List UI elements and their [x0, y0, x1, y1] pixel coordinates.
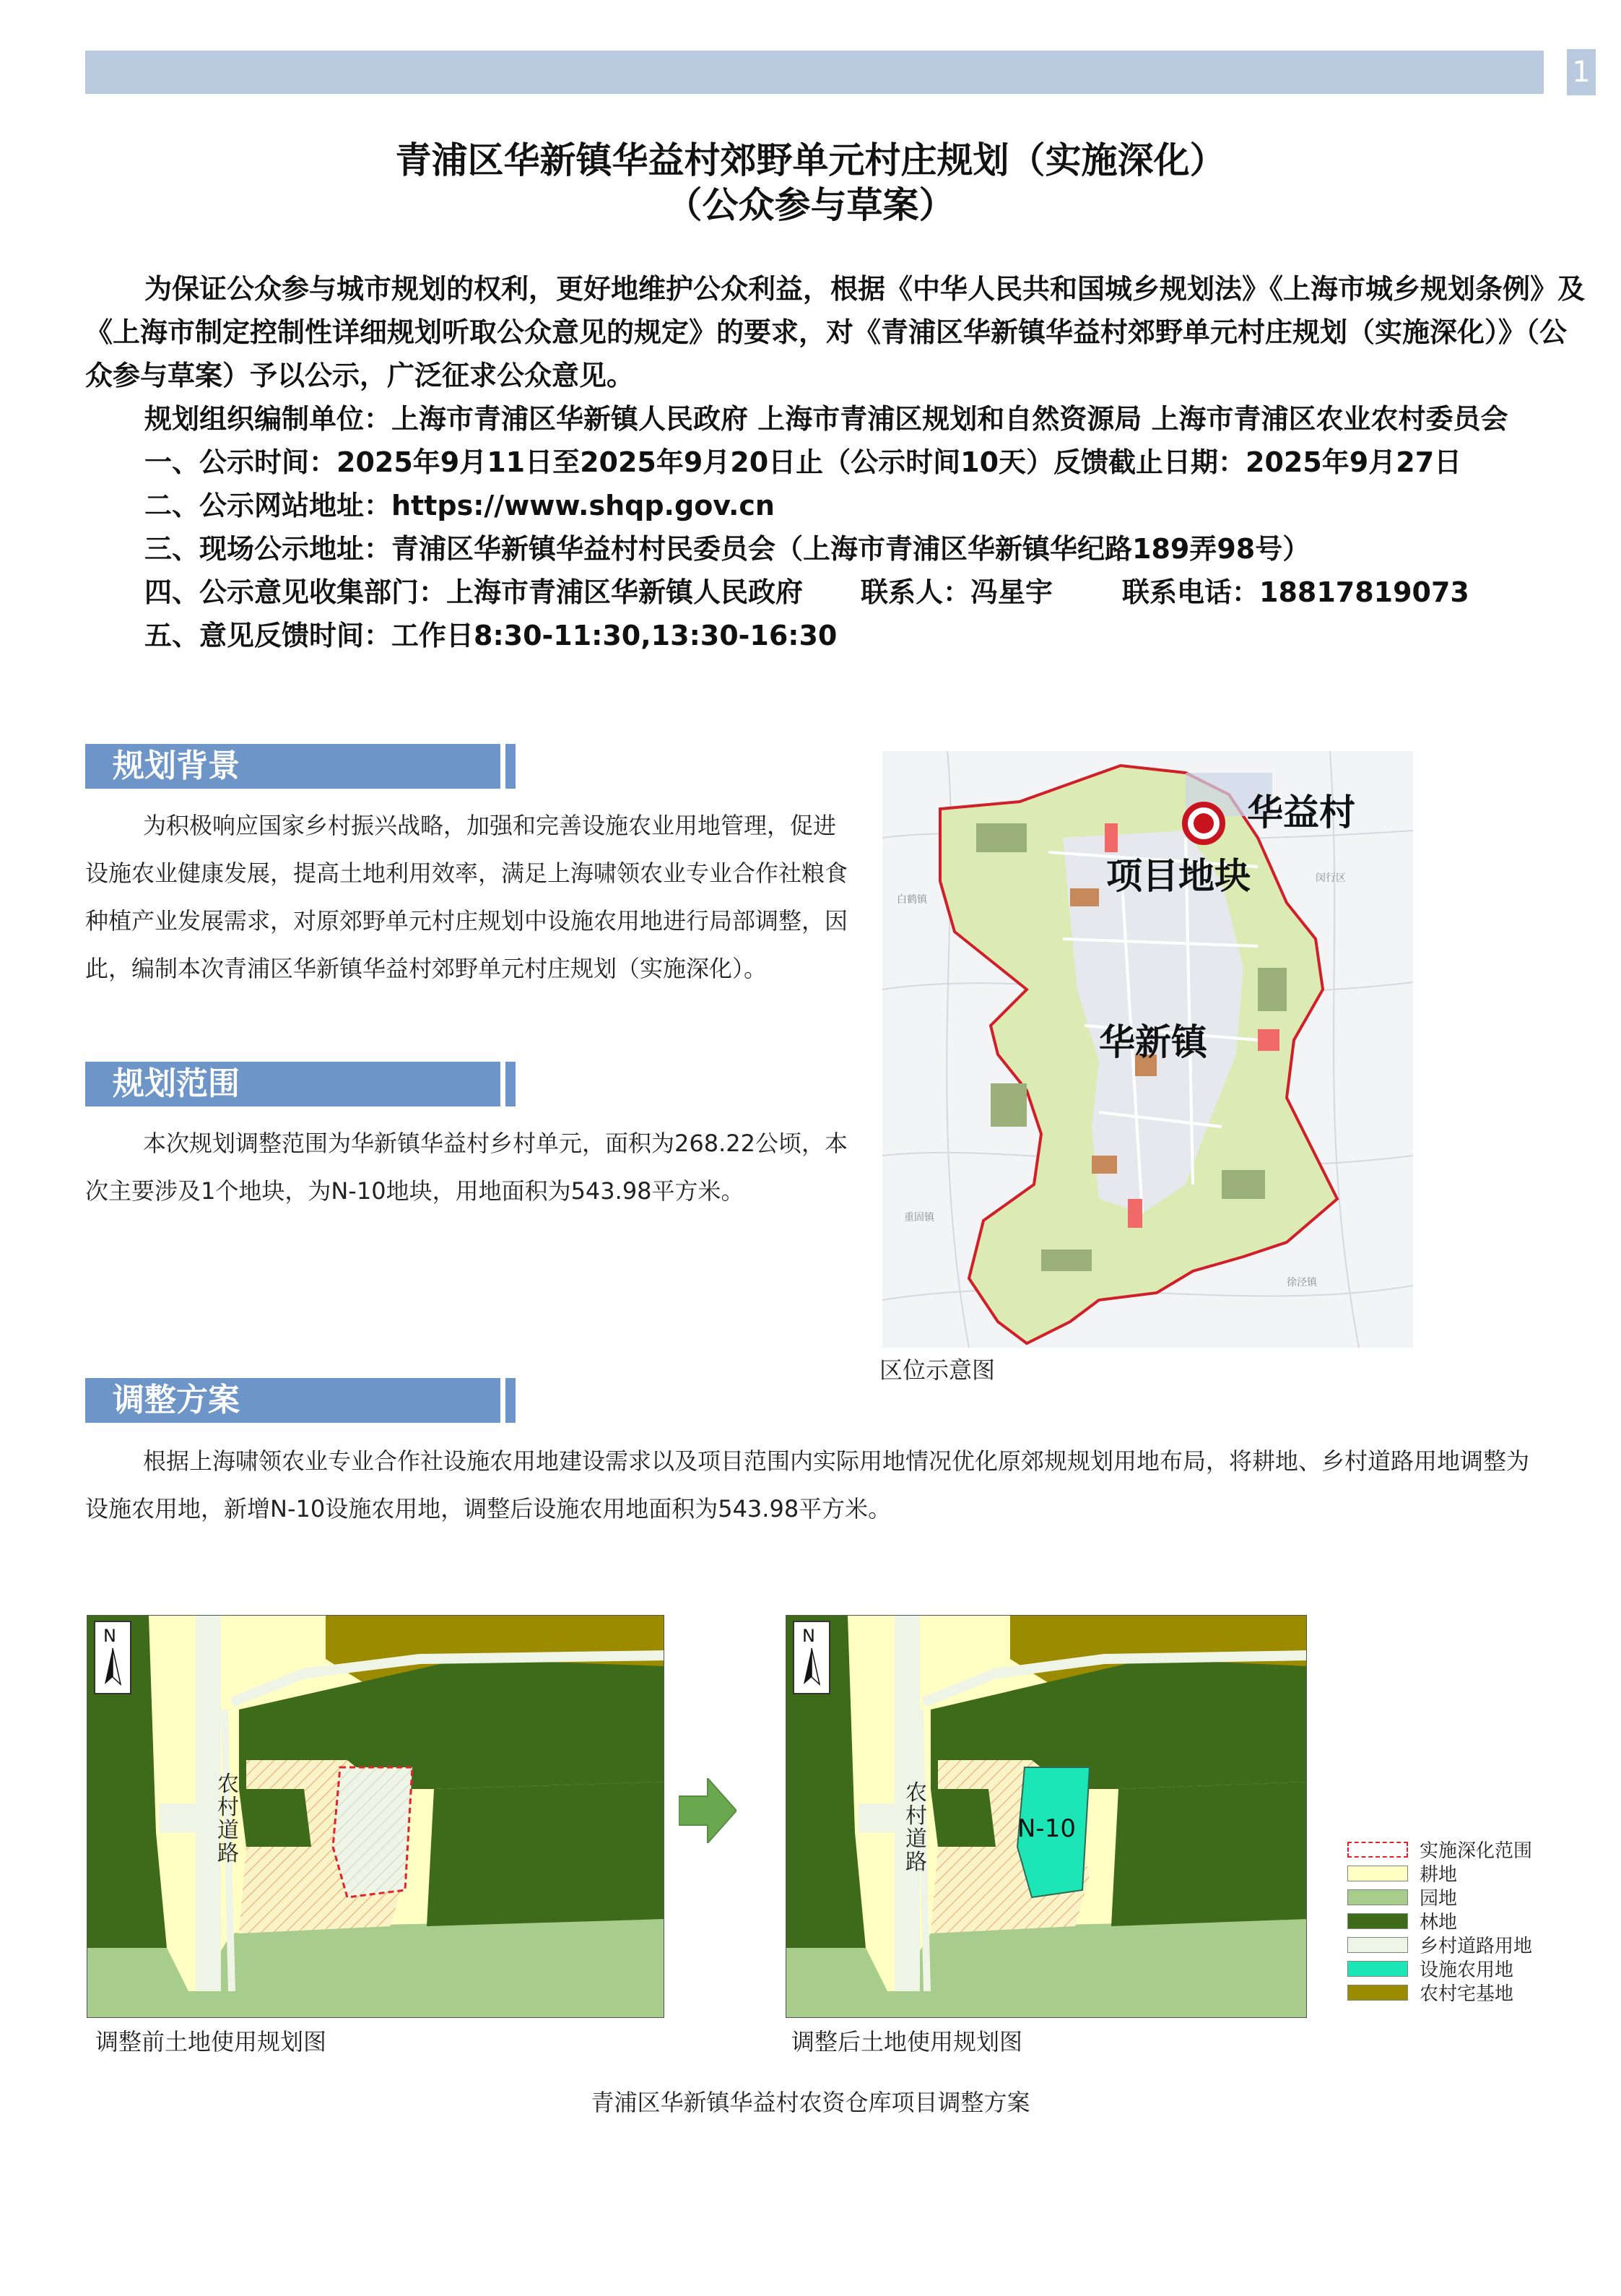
section-tick [505, 1062, 516, 1106]
arrow-icon [679, 1778, 736, 1843]
legend-item [1347, 1957, 1564, 1980]
background-text: 为积极响应国家乡村振兴战略，加强和完善设施农业用地管理，促进设施农业健康发展，提高土地利用效率，满足上海啸领农业专业合作社粮食种植产业发展需求，对原郊野单元村庄规划中设施农用地进行局部调整，因此，编制本次青浦区华新镇华益村郊野单元村庄规划（实施深化）。 [85, 812, 848, 982]
contact-phone: 联系电话：18817819073 [1122, 576, 1469, 608]
section-heading-plan: 调整方案 [85, 1378, 500, 1423]
contact-line [85, 571, 1587, 614]
legend-swatch [1347, 1866, 1408, 1881]
road-label-char: 村 [905, 1803, 927, 1829]
before-map-caption: 调整前土地使用规划图 [95, 2028, 327, 2055]
road-label-char: 农 [217, 1772, 239, 1797]
background-text-block [85, 802, 851, 992]
road-label-char: 村 [217, 1795, 239, 1820]
road-label-char: 路 [217, 1841, 239, 1866]
scope-text: 本次规划调整范围为华新镇华益村乡村单元，面积为268.22公顷，本次主要涉及1个地块，为N-10地块，用地面积为543.98平方米。 [85, 1130, 848, 1205]
legend-item [1347, 1885, 1564, 1909]
org-line: 规划组织编制单位：上海市青浦区华新镇人民政府 上海市青浦区规划和自然资源局 上海市青浦区农业农村委员会 [144, 403, 1508, 435]
site-line: 三、现场公示地址：青浦区华新镇华益村村民委员会（上海市青浦区华新镇华纪路189弄98号） [144, 533, 1311, 565]
time-line: 一、公示时间：2025年9月11日至2025年9月20日止（公示时间10天）反馈截止日期：2025年9月27日 [144, 446, 1462, 478]
map-label-plot: 项目地块 [1106, 855, 1251, 897]
legend-item [1347, 1980, 1564, 2004]
section-heading-scope: 规划范围 [85, 1062, 500, 1106]
road-label-char: 农 [905, 1780, 927, 1806]
after-plan-map [786, 1615, 1307, 2018]
section-tick [505, 1378, 516, 1423]
legend-swatch [1347, 1842, 1408, 1858]
legend-label: 园地 [1420, 1888, 1458, 1910]
scope-text-block [85, 1119, 851, 1215]
legend-label: 乡村道路用地 [1420, 1936, 1533, 1957]
dept-text: 四、公示意见收集部门：上海市青浦区华新镇人民政府 [144, 576, 804, 608]
before-plan-map [87, 1615, 664, 2018]
figure-caption: 青浦区华新镇华益村农资仓库项目调整方案 [591, 2089, 1030, 2116]
legend [1347, 1837, 1564, 2004]
plan-text: 根据上海啸领农业专业合作社设施农用地建设需求以及项目范围内实际用地情况优化原郊规规划用地布局，将耕地、乡村道路用地调整为设施农用地，新增N-10设施农用地，调整后设施农用地面积为543.98平方米。 [85, 1447, 1530, 1522]
page-number: 1 [1567, 49, 1596, 95]
road-label-char: 路 [905, 1850, 927, 1875]
north-label: N [802, 1626, 815, 1646]
after-map-caption: 调整后土地使用规划图 [791, 2028, 1023, 2055]
intro-paragraph: 为保证公众参与城市规划的权利，更好地维护公众利益，根据《中华人民共和国城乡规划法》《上海市城乡规划条例》及《上海市制定控制性详细规划听取公众意见的规定》的要求，对《青浦区华新镇华益村郊野单元村庄规划（实施深化）》（公众参与草案）予以公示，广泛征求公众意见。 [85, 273, 1586, 391]
road-label-char: 道 [905, 1827, 927, 1852]
section-tick [505, 744, 516, 789]
legend-swatch [1347, 1961, 1408, 1977]
legend-label: 设施农用地 [1420, 1959, 1514, 1981]
intro-block [85, 267, 1587, 657]
map-label-town: 华新镇 [1099, 1021, 1207, 1063]
map-small-label: 重固镇 [904, 1212, 934, 1223]
legend-item [1347, 1933, 1564, 1957]
section-heading-background: 规划背景 [85, 744, 500, 789]
legend-swatch [1347, 1937, 1408, 1953]
legend-label: 林地 [1420, 1912, 1458, 1933]
legend-swatch [1347, 1913, 1408, 1929]
legend-label: 农村宅基地 [1420, 1983, 1514, 2005]
map-small-label: 闵行区 [1316, 872, 1346, 884]
contact-person: 联系人：冯星宇 [861, 576, 1053, 608]
legend-item [1347, 1837, 1564, 1861]
plan-text-block [85, 1437, 1537, 1533]
map-small-label: 徐泾镇 [1287, 1277, 1317, 1288]
road-label-char: 道 [217, 1818, 239, 1843]
legend-swatch [1347, 1985, 1408, 2001]
map-label-village: 华益村 [1247, 792, 1355, 833]
legend-label: 实施深化范围 [1420, 1840, 1533, 1862]
north-label: N [103, 1626, 116, 1646]
page-title: 青浦区华新镇华益村郊野单元村庄规划（实施深化） [395, 139, 1226, 181]
location-map-graphic [882, 751, 1413, 1348]
page-subtitle: （公众参与草案） [666, 184, 955, 226]
legend-label: 耕地 [1420, 1864, 1458, 1886]
map-small-label: 白鹤镇 [897, 894, 927, 906]
location-map-caption: 区位示意图 [879, 1356, 996, 1384]
location-map [882, 751, 1413, 1348]
plot-label: N-10 [1017, 1814, 1076, 1843]
legend-swatch [1347, 1889, 1408, 1905]
legend-item [1347, 1861, 1564, 1885]
website-line[interactable]: 二、公示网站地址：https://www.shqp.gov.cn [144, 490, 775, 521]
hours-line: 五、意见反馈时间：工作日8:30-11:30,13:30-16:30 [144, 620, 838, 651]
legend-item [1347, 1909, 1564, 1933]
header-bar [85, 51, 1544, 94]
